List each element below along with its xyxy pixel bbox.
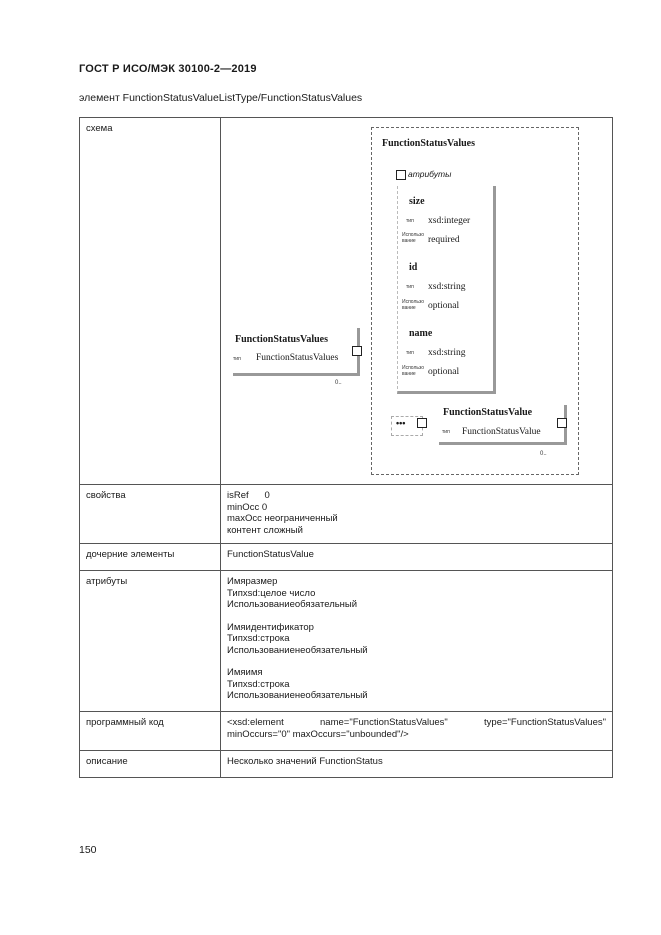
- attr-size-name: size: [409, 196, 425, 207]
- attr-type-val: xsd:целое число: [242, 587, 316, 599]
- attributes-checkbox-icon: [396, 170, 406, 180]
- left-element-name: FunctionStatusValues: [235, 334, 328, 345]
- code-type-attr: type="FunctionStatusValues": [484, 717, 606, 728]
- table-row-description: [80, 751, 613, 778]
- property-minocc: minOcc 0: [227, 501, 268, 513]
- left-element-type-key: тип: [233, 356, 241, 362]
- attributes-label-cell: атрибуты: [80, 571, 221, 712]
- table-row-children: [80, 544, 613, 571]
- attr-type-key: Тип: [227, 678, 243, 690]
- attr-name-name: name: [409, 328, 433, 339]
- attr-name-key: Имя: [227, 621, 246, 633]
- attr-name-val: идентификатор: [245, 621, 314, 633]
- child-element-name: FunctionStatusValue: [443, 407, 533, 418]
- child-element-type-key: тип: [442, 429, 450, 435]
- attribute-group-name: [227, 667, 606, 702]
- attr-size-type-val: xsd:integer: [428, 216, 471, 226]
- attr-type-val: xsd:строка: [242, 678, 290, 690]
- attr-name-key: Имя: [227, 667, 246, 678]
- table-row-schema: [80, 118, 613, 485]
- attr-id-type-val: xsd:string: [428, 282, 466, 292]
- left-element-type-val: FunctionStatusValues: [256, 353, 339, 363]
- description-value: Несколько значений FunctionStatus: [221, 751, 613, 778]
- property-maxocc: maxOcc неограниченный: [227, 513, 338, 524]
- attributes-label: атрибуты: [408, 169, 452, 179]
- document-header: ГОСТ Р ИСО/МЭК 30100-2—2019: [79, 63, 257, 75]
- table-row-properties: [80, 485, 613, 544]
- code-element-open: <xsd:element: [227, 717, 284, 728]
- code-name-attr: name="FunctionStatusValues": [320, 717, 448, 728]
- attr-type-key: Тип: [227, 587, 243, 599]
- left-element-expand-icon: [352, 346, 362, 356]
- complex-type-title: FunctionStatusValues: [382, 138, 475, 149]
- element-title: элемент FunctionStatusValueListType/FunctionStatusValues: [79, 92, 363, 104]
- attr-use-val: обязательный: [294, 599, 358, 610]
- table-row-code: [80, 712, 613, 751]
- attr-size-type-key: тип: [406, 218, 414, 224]
- sequence-expand-icon: [417, 418, 427, 428]
- attr-use-key: Использование: [227, 599, 295, 610]
- child-element-underline: [439, 442, 565, 445]
- attribute-group-id: [227, 622, 606, 657]
- attr-name-use-val: optional: [428, 367, 460, 377]
- attributes-value: [221, 571, 613, 712]
- attr-name-use-key: Использование: [402, 365, 425, 377]
- attr-use-val: необязательный: [294, 644, 368, 656]
- attr-size-use-key: Использование: [402, 232, 425, 244]
- schema-label: схема: [80, 118, 221, 485]
- property-content: контент сложный: [227, 524, 303, 536]
- code-label: программный код: [80, 712, 221, 751]
- attr-id-name: id: [409, 262, 418, 273]
- attr-name-type-val: xsd:string: [428, 348, 466, 358]
- element-table: [79, 117, 613, 778]
- left-element-occurs: 0..: [335, 380, 342, 386]
- properties-value: [221, 485, 613, 544]
- attr-name-val: размер: [245, 576, 278, 587]
- attr-use-key: Использование: [227, 690, 295, 701]
- attr-name-val: имя: [245, 667, 263, 678]
- attribute-group-size: [227, 576, 606, 611]
- schema-cell: [221, 118, 613, 485]
- attr-name-type-key: тип: [406, 350, 414, 356]
- child-element-occurs: 0..: [540, 451, 547, 457]
- attr-use-key: Использование: [227, 644, 295, 656]
- sequence-icon: •••: [396, 418, 406, 428]
- attr-id-use-val: optional: [428, 301, 460, 311]
- code-value: [221, 712, 613, 751]
- attr-type-val: xsd:строка: [242, 633, 290, 644]
- attr-type-key: Тип: [227, 633, 243, 644]
- property-isref: isRef 0: [227, 490, 270, 501]
- left-element-underline: [233, 373, 359, 376]
- child-element-type-val: FunctionStatusValue: [462, 427, 541, 437]
- children-label: дочерние элементы: [80, 544, 221, 571]
- attr-name-key: Имя: [227, 576, 246, 587]
- page-number: 150: [79, 844, 97, 856]
- child-element-expand-icon: [557, 418, 567, 428]
- attr-use-val: необязательный: [294, 690, 368, 701]
- attr-id-use-key: Использование: [402, 299, 425, 311]
- code-occurs: minOccurs="0" maxOccurs="unbounded"/>: [227, 728, 409, 740]
- properties-label: свойства: [80, 485, 221, 544]
- attr-size-use-val: required: [428, 235, 460, 245]
- table-row-attributes: [80, 571, 613, 712]
- children-value: FunctionStatusValue: [221, 544, 613, 571]
- attr-id-type-key: тип: [406, 284, 414, 290]
- schema-diagram: [221, 118, 615, 486]
- description-label: описание: [80, 751, 221, 778]
